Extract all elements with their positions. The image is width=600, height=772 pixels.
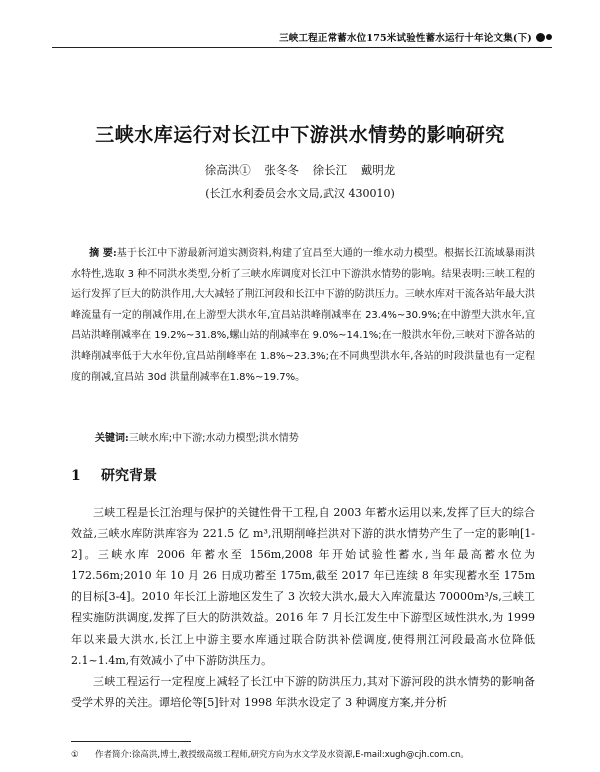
abstract-block — [71, 244, 535, 388]
abstract-text: 基于长江中下游最新河道实测资料,构建了宜昌至大通的一维水动力模型。根据长江流域暴雨洪水特性,选取 3 种不同洪水类型,分析了三峡水库调度对长江中下游洪水情势的影响。结果表明:三峡工程的运行发挥了巨大的防洪作用,大大减轻了荆江河段和长江中下游的防洪压力。三峡水库对干流各站年最大洪峰流量有一定的削减作用,在上游型大洪水年,宜昌站洪峰削减率在 23.4%~30.9%;在中游型大洪水年,宜昌站洪峰削减率在 19.2%~31.8%,螺山站的削减率在 9.0%~14.1%;在一般洪水年份,三峡对下游各站的洪峰削减率低于大水年份,宜昌站削峰率在 1.8%~23.3%;在不同典型洪水年,各站的时段洪量也有一定程度的削减,宜昌站 30d 洪量削减率在1.8%~19.7%。 — [71, 248, 535, 383]
running-head — [279, 30, 552, 44]
footnote-mark: ① — [71, 750, 79, 760]
paper-title: 三峡水库运行对长江中下游洪水情势的影响研究 — [95, 124, 505, 146]
footnote — [71, 748, 541, 762]
running-head-text: 三峡工程正常蓄水位175米试验性蓄水运行十年论文集(下) — [279, 33, 532, 44]
section-number: 1 — [71, 468, 81, 484]
section-heading — [71, 465, 157, 485]
body-paragraph-2: 三峡工程运行一定程度上减轻了长江中下游的防洪压力,其对下游河段的洪水情势的影响备受学术界的关注。谭培伦等[5]针对 1998 年洪水设定了 3 种调度方案,并分析 — [71, 674, 535, 709]
author-list: 徐高洪① 张冬冬 徐长江 戴明龙 — [204, 163, 396, 177]
keywords-block — [95, 429, 535, 444]
section-title: 研究背景 — [101, 468, 157, 484]
affiliation: (长江水利委员会水文局,武汉 430010) — [205, 187, 395, 200]
body-text — [71, 502, 535, 713]
keywords-text: 三峡水库;中下游;水动力模型;洪水情势 — [128, 433, 299, 444]
running-head-ornament-icon — [536, 33, 552, 42]
ornament-dot-large-icon — [536, 33, 545, 42]
abstract-label: 摘 要: — [89, 248, 117, 259]
body-paragraph-1: 三峡工程是长江治理与保护的关键性骨干工程,自 2003 年蓄水运用以来,发挥了巨大的综合效益,三峡水库防洪库容为 221.5 亿 m³,汛期削峰拦洪对下游的洪水情势产生了一定的影响[1-2]。三峡水库 2006 年蓄水至 156m,2008 年开始试验性蓄水,当年最高蓄水位为 172.56m;2010 年 10 月 26 日成功蓄至 175m,截至 2017 年已连续 8 年实现蓄水至 175m 的目标[3-4]。2010 年长江上游地区发生了 3 次较大洪水,最大入库流量达 70000m³/s,三峡工程实施防洪调度,发挥了巨大的防洪效益。2016 年 7 月长江发生中下游型区域性洪水,为 1999 年以来最大洪水,长江上中游主要水库通过联合防洪补偿调度,使得荆江河段最高水位降低 2.1~1.4m,有效减小了中下游防洪压力。 — [71, 506, 535, 667]
keywords-label: 关键词: — [95, 433, 129, 444]
header-rule — [52, 47, 552, 48]
footnote-text: 作者简介:徐高洪,博士,教授级高级工程师,研究方向为水文学及水资源,E-mail:xugh@cjh.com.cn。 — [95, 750, 469, 760]
ornament-dot-small-icon — [546, 34, 552, 40]
footnote-rule — [71, 741, 191, 742]
